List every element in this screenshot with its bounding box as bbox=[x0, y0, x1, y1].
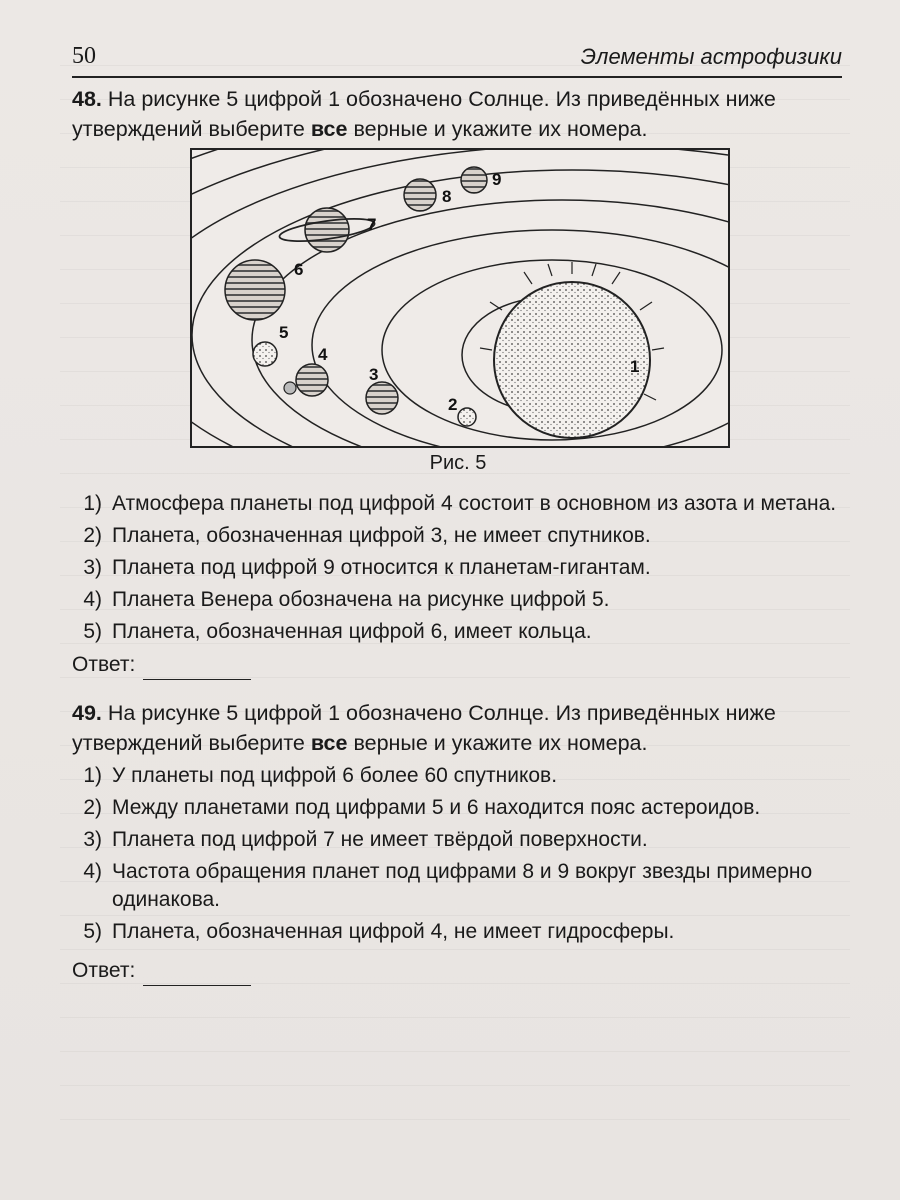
question-49-options bbox=[72, 762, 842, 986]
question-49-intro-b: верные и укажите их номера. bbox=[347, 731, 648, 755]
option-text: Атмосфера планеты под цифрой 4 состоит в основном из азота и метана. bbox=[112, 492, 837, 515]
label-4: 4 bbox=[318, 345, 328, 364]
option-text: Частота обращения планет под цифрами 8 и 9 вокруг звезды примерно одинакова. bbox=[112, 860, 813, 911]
solar-system-figure bbox=[190, 148, 730, 448]
answer-blank[interactable] bbox=[143, 659, 251, 680]
question-48-intro-a: На рисунке 5 цифрой 1 обозначено Солнце. Из приведённых ниже утверждений выберите bbox=[72, 87, 776, 141]
question-48-options bbox=[72, 490, 842, 680]
answer-label: Ответ: bbox=[72, 653, 136, 676]
page-number: 50 bbox=[72, 43, 96, 69]
planet-3 bbox=[366, 382, 398, 414]
option-number: 5) bbox=[83, 920, 102, 943]
question-49-intro-a: На рисунке 5 цифрой 1 обозначено Солнце. Из приведённых ниже утверждений выберите bbox=[72, 701, 776, 755]
question-48-intro-b: верные и укажите их номера. bbox=[347, 117, 648, 141]
figure-caption: Рис. 5 bbox=[429, 452, 487, 474]
option-number: 4) bbox=[83, 588, 102, 611]
planet-5 bbox=[253, 342, 277, 366]
option-number: 3) bbox=[83, 828, 102, 851]
option-text: Между планетами под цифрами 5 и 6 находится пояс астероидов. bbox=[112, 796, 761, 819]
question-49-intro-bold: все bbox=[310, 731, 348, 755]
planet-8 bbox=[404, 179, 436, 211]
asteroid bbox=[284, 382, 296, 394]
label-2: 2 bbox=[448, 395, 458, 414]
option-text: У планеты под цифрой 6 более 60 спутников. bbox=[112, 764, 558, 787]
option-number: 3) bbox=[83, 556, 102, 579]
option-item bbox=[72, 490, 842, 518]
planet-2 bbox=[458, 408, 476, 426]
label-6: 6 bbox=[294, 260, 304, 279]
option-number: 4) bbox=[83, 860, 102, 883]
option-number: 2) bbox=[83, 796, 102, 819]
question-49-answer bbox=[72, 956, 842, 986]
option-item bbox=[72, 586, 842, 614]
option-number: 5) bbox=[83, 620, 102, 643]
question-48-intro-bold: все bbox=[310, 117, 348, 141]
question-48-number: 48. bbox=[72, 87, 102, 111]
label-7: 7 bbox=[367, 215, 377, 234]
option-text: Планета, обозначенная цифрой 3, не имеет спутников. bbox=[112, 524, 651, 547]
option-item bbox=[72, 554, 842, 582]
option-text: Планета, обозначенная цифрой 6, имеет кольца. bbox=[112, 620, 592, 643]
section-title: Элементы астрофизики bbox=[580, 44, 842, 69]
planet-6 bbox=[225, 260, 285, 320]
option-item bbox=[72, 918, 842, 946]
planet-9 bbox=[461, 167, 487, 193]
answer-label: Ответ: bbox=[72, 959, 136, 982]
planet-4 bbox=[296, 364, 328, 396]
question-49-number: 49. bbox=[72, 701, 102, 725]
option-item bbox=[72, 522, 842, 550]
label-3: 3 bbox=[369, 365, 379, 384]
option-text: Планета под цифрой 9 относится к планетам-гигантам. bbox=[112, 556, 651, 579]
option-item bbox=[72, 858, 842, 914]
planet-7 bbox=[278, 208, 376, 252]
label-5: 5 bbox=[279, 323, 289, 342]
page-header bbox=[72, 36, 842, 78]
question-48-prompt bbox=[72, 84, 842, 144]
label-8: 8 bbox=[442, 187, 452, 206]
option-text: Планета под цифрой 7 не имеет твёрдой поверхности. bbox=[112, 828, 648, 851]
option-text: Планета Венера обозначена на рисунке цифрой 5. bbox=[112, 588, 610, 611]
option-item bbox=[72, 826, 842, 854]
option-item bbox=[72, 762, 842, 790]
question-48-answer bbox=[72, 650, 842, 680]
option-item bbox=[72, 618, 842, 646]
sun bbox=[480, 262, 664, 438]
answer-blank[interactable] bbox=[143, 965, 251, 986]
option-number: 1) bbox=[83, 492, 102, 515]
option-text: Планета, обозначенная цифрой 4, не имеет гидросферы. bbox=[112, 920, 675, 943]
option-number: 2) bbox=[83, 524, 102, 547]
label-1: 1 bbox=[630, 357, 640, 376]
solar-system-illustration bbox=[192, 150, 728, 446]
label-9: 9 bbox=[492, 170, 502, 189]
option-number: 1) bbox=[83, 764, 102, 787]
option-item bbox=[72, 794, 842, 822]
question-49-prompt bbox=[72, 698, 842, 758]
